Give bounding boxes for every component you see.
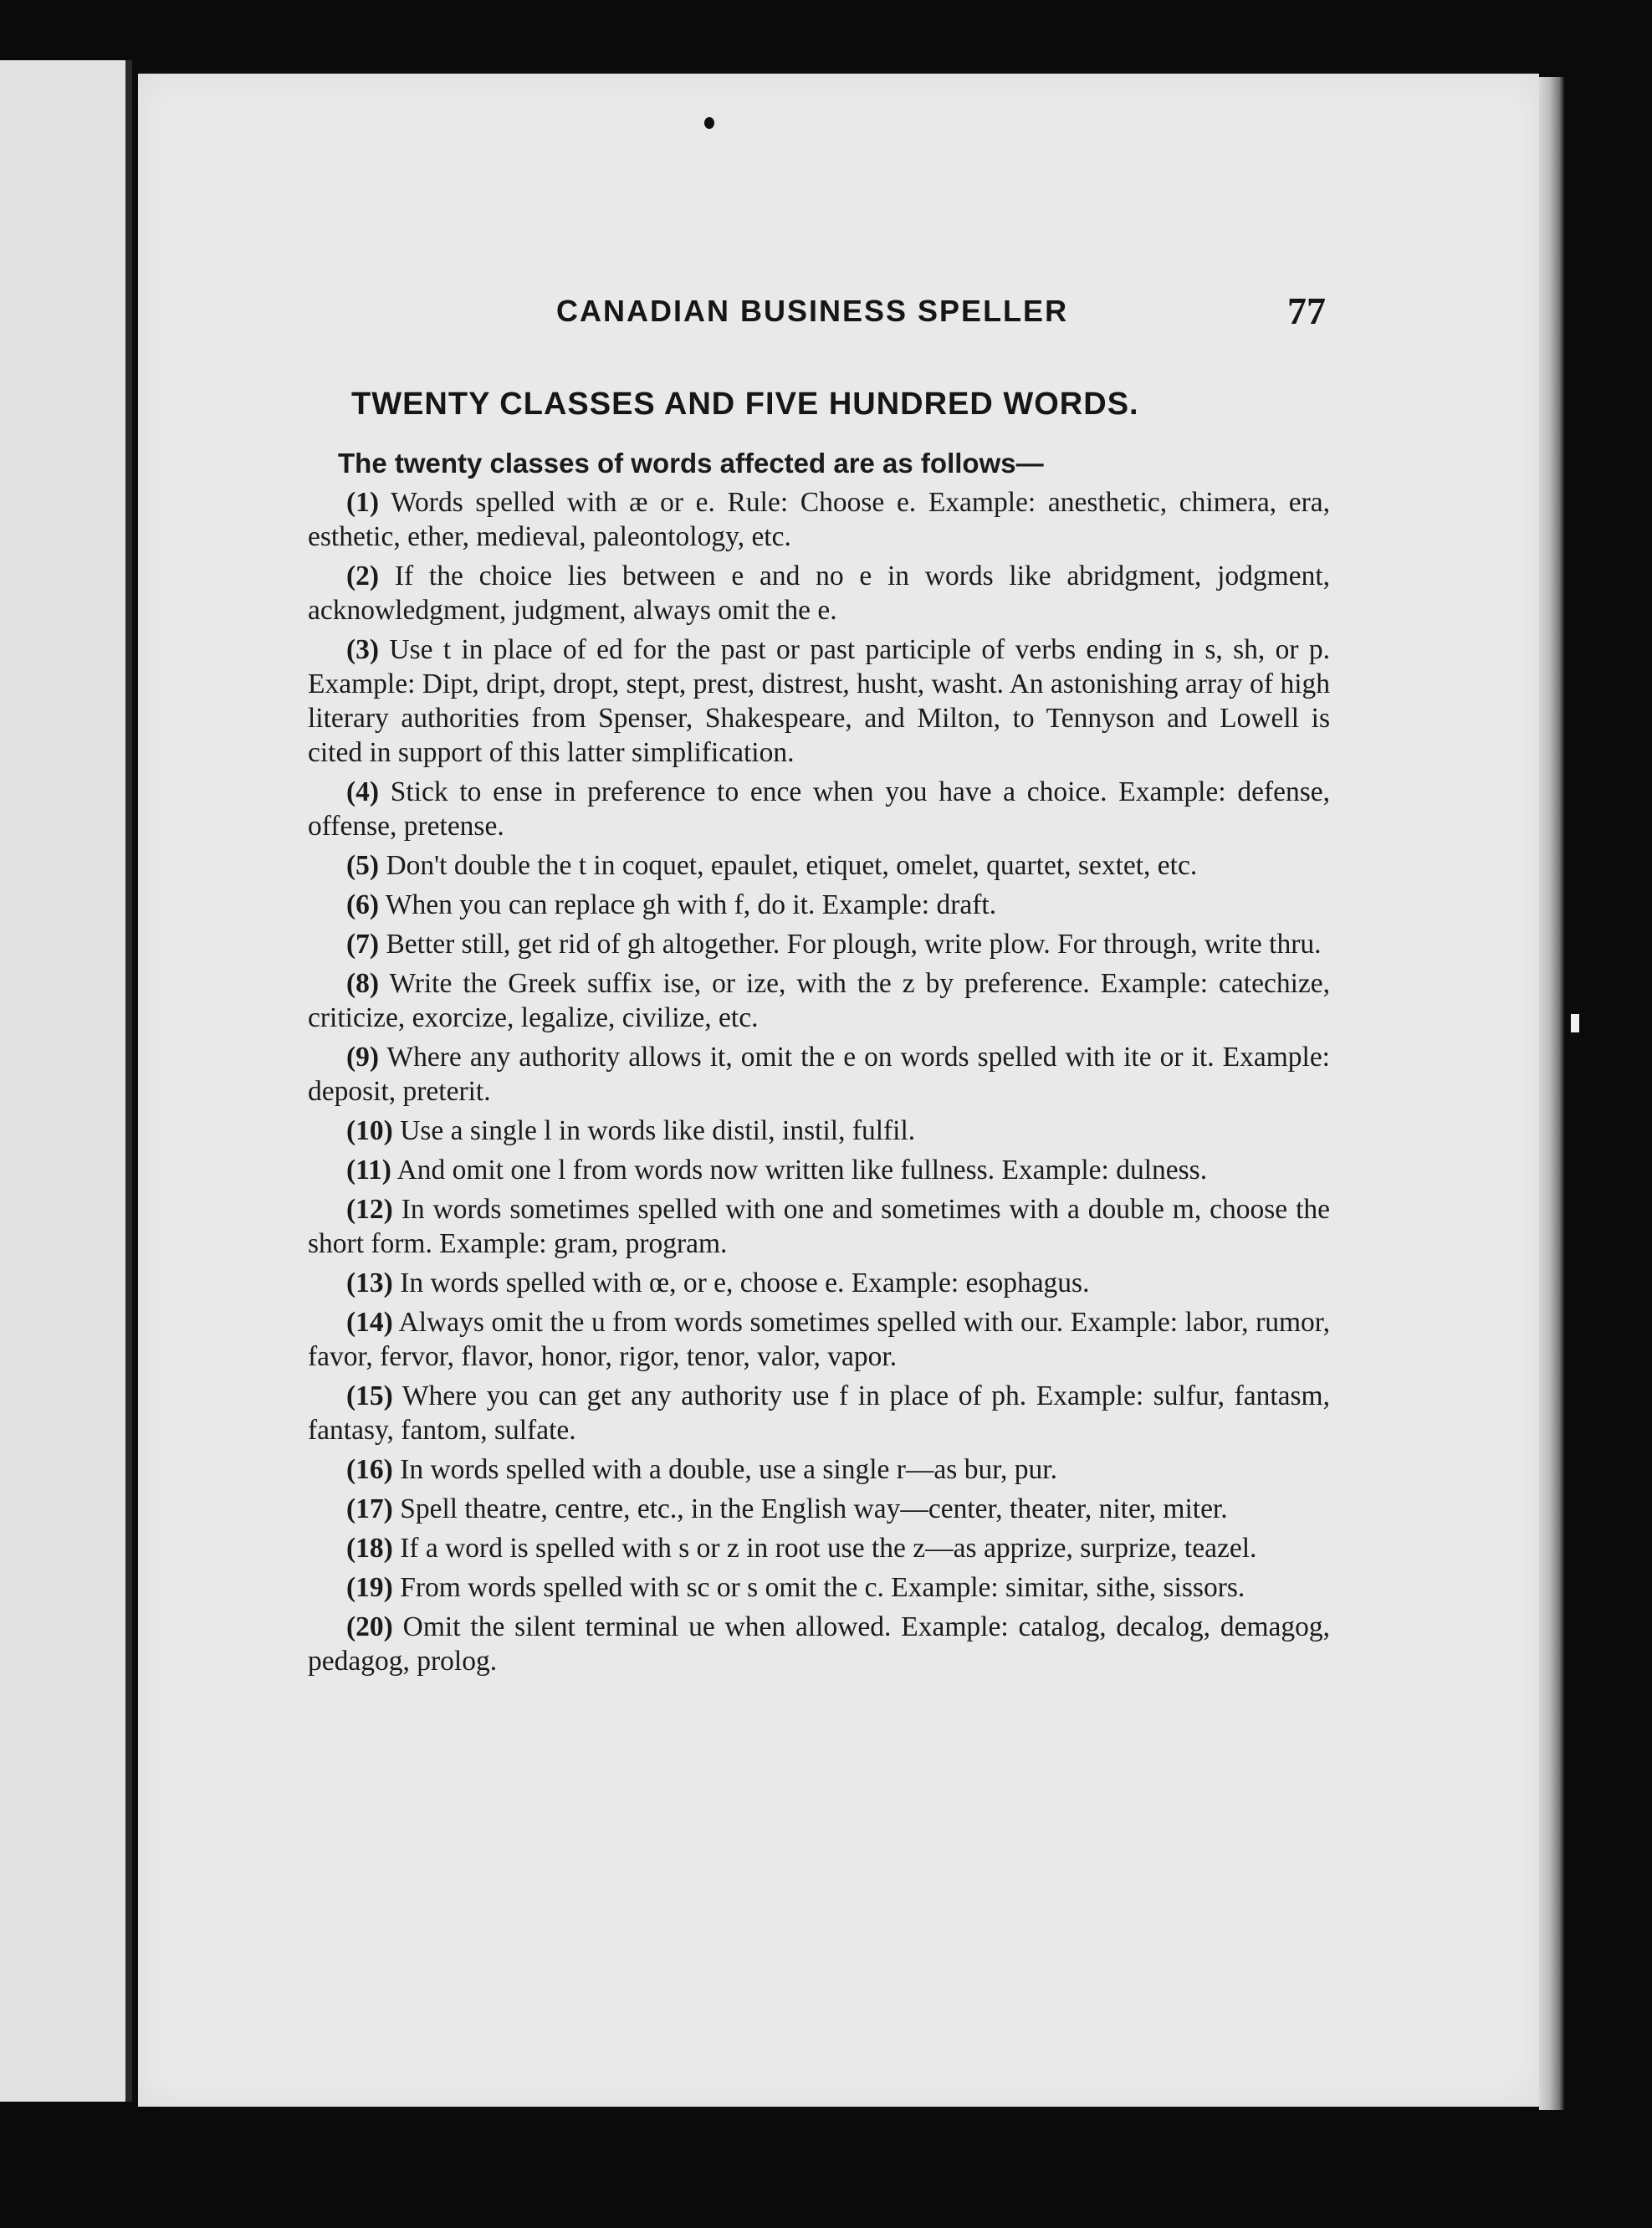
item-text: When you can replace gh with f, do it. Example: draft. (385, 889, 997, 920)
item-text: Spell theatre, centre, etc., in the English way—center, theater, niter, miter. (400, 1493, 1228, 1524)
item-text: In words spelled with a double, use a single r—as bur, pur. (400, 1454, 1057, 1485)
page-binding-edge (1539, 77, 1564, 2110)
item-number: (18) (346, 1533, 393, 1564)
list-item (308, 888, 1330, 922)
list-item (308, 848, 1330, 883)
item-text: Where you can get any authority use f in place of ph. Example: sulfur, fantasm, fantasy, fantom, sulfate. (308, 1380, 1330, 1446)
item-number: (12) (346, 1194, 393, 1225)
item-text: Where any authority allows it, omit the e on words spelled with ite or it. Example: deposit, preterit. (308, 1042, 1330, 1107)
item-text: Omit the silent terminal ue when allowed. Example: catalog, decalog, demagog, pedagog, prolog. (308, 1611, 1330, 1677)
page-number: 77 (1287, 289, 1326, 332)
item-number: (8) (346, 968, 380, 999)
list-item (308, 775, 1330, 843)
item-number: (14) (346, 1307, 393, 1338)
item-number: (11) (346, 1155, 391, 1186)
list-item (308, 1192, 1330, 1261)
list-item (308, 1570, 1330, 1605)
item-text: And omit one l from words now written like fullness. Example: dulness. (396, 1155, 1208, 1186)
list-item (308, 1452, 1330, 1487)
item-text: If a word is spelled with s or z in root use the z—as apprize, surprize, teazel. (400, 1533, 1257, 1564)
item-text: Use t in place of ed for the past or past participle of verbs ending in s, sh, or p. Example: Dipt, dript, dropt, stept, prest, distrest, husht, washt. An astonishing array of high literary authorities from Spenser, Shakespeare, and Milton, to Tennyson and Lowell is cited in support of this latter simplification. (308, 634, 1330, 768)
item-number: (13) (346, 1268, 393, 1298)
item-text: Better still, get rid of gh altogether. For plough, write plow. For through, write thru. (386, 929, 1322, 960)
list-item (308, 966, 1330, 1035)
previous-page-edge (0, 60, 132, 2102)
item-number: (5) (346, 850, 380, 881)
item-number: (3) (346, 634, 380, 665)
item-number: (16) (346, 1454, 393, 1485)
list-item (308, 1379, 1330, 1447)
list-item (308, 1266, 1330, 1300)
section-heading: TWENTY CLASSES AND FIVE HUNDRED WORDS. (351, 387, 1139, 422)
item-text: Write the Greek suffix ise, or ize, with the z by preference. Example: catechize, criticize, exorcize, legalize, civilize, etc. (308, 968, 1330, 1033)
list-item (308, 1531, 1330, 1565)
list-item (308, 559, 1330, 627)
item-number: (20) (346, 1611, 393, 1642)
intro-paragraph: The twenty classes of words affected are as follows— (338, 448, 1044, 479)
item-text: Don't double the t in coquet, epaulet, etiquet, omelet, quartet, sextet, etc. (386, 850, 1198, 881)
item-number: (1) (346, 487, 380, 518)
item-number: (19) (346, 1572, 393, 1603)
item-text: Stick to ense in preference to ence when you have a choice. Example: defense, offense, pretense. (308, 776, 1330, 842)
list-item (308, 1305, 1330, 1374)
running-head (556, 289, 1326, 339)
item-text: If the choice lies between e and no e in words like abridgment, jodgment, acknowledgment, judgment, always omit the e. (308, 561, 1331, 626)
list-item (308, 927, 1330, 961)
list-item (308, 485, 1330, 554)
item-text: Use a single l in words like distil, instil, fulfil. (400, 1115, 916, 1146)
item-text: Always omit the u from words sometimes spelled with our. Example: labor, rumor, favor, fervor, flavor, honor, rigor, tenor, valor, vapor. (308, 1307, 1330, 1372)
item-text: Words spelled with æ or e. Rule: Choose e. Example: anesthetic, chimera, era, esthetic, ether, medieval, paleontology, etc. (308, 487, 1330, 552)
body-text (308, 446, 1330, 1678)
item-text: In words sometimes spelled with one and sometimes with a double m, choose the short form. Example: gram, program. (308, 1194, 1330, 1259)
list-item (308, 1492, 1330, 1526)
item-number: (9) (346, 1042, 380, 1073)
list-item (308, 1040, 1330, 1109)
list-item (308, 1114, 1330, 1148)
item-number: (15) (346, 1380, 393, 1411)
scan-edge-mark (1571, 1014, 1579, 1032)
item-number: (6) (346, 889, 380, 920)
running-head-title: CANADIAN BUSINESS SPELLER (556, 294, 1069, 328)
item-text: In words spelled with œ, or e, choose e. Example: esophagus. (400, 1268, 1090, 1298)
item-number: (10) (346, 1115, 393, 1146)
list-item (308, 1153, 1330, 1187)
item-number: (7) (346, 929, 380, 960)
list-item (308, 1610, 1330, 1678)
item-number: (17) (346, 1493, 393, 1524)
item-number: (2) (346, 561, 380, 592)
item-text: From words spelled with sc or s omit the c. Example: simitar, sithe, sissors. (400, 1572, 1245, 1603)
item-number: (4) (346, 776, 380, 807)
ink-dot (704, 117, 714, 129)
list-item (308, 633, 1330, 770)
